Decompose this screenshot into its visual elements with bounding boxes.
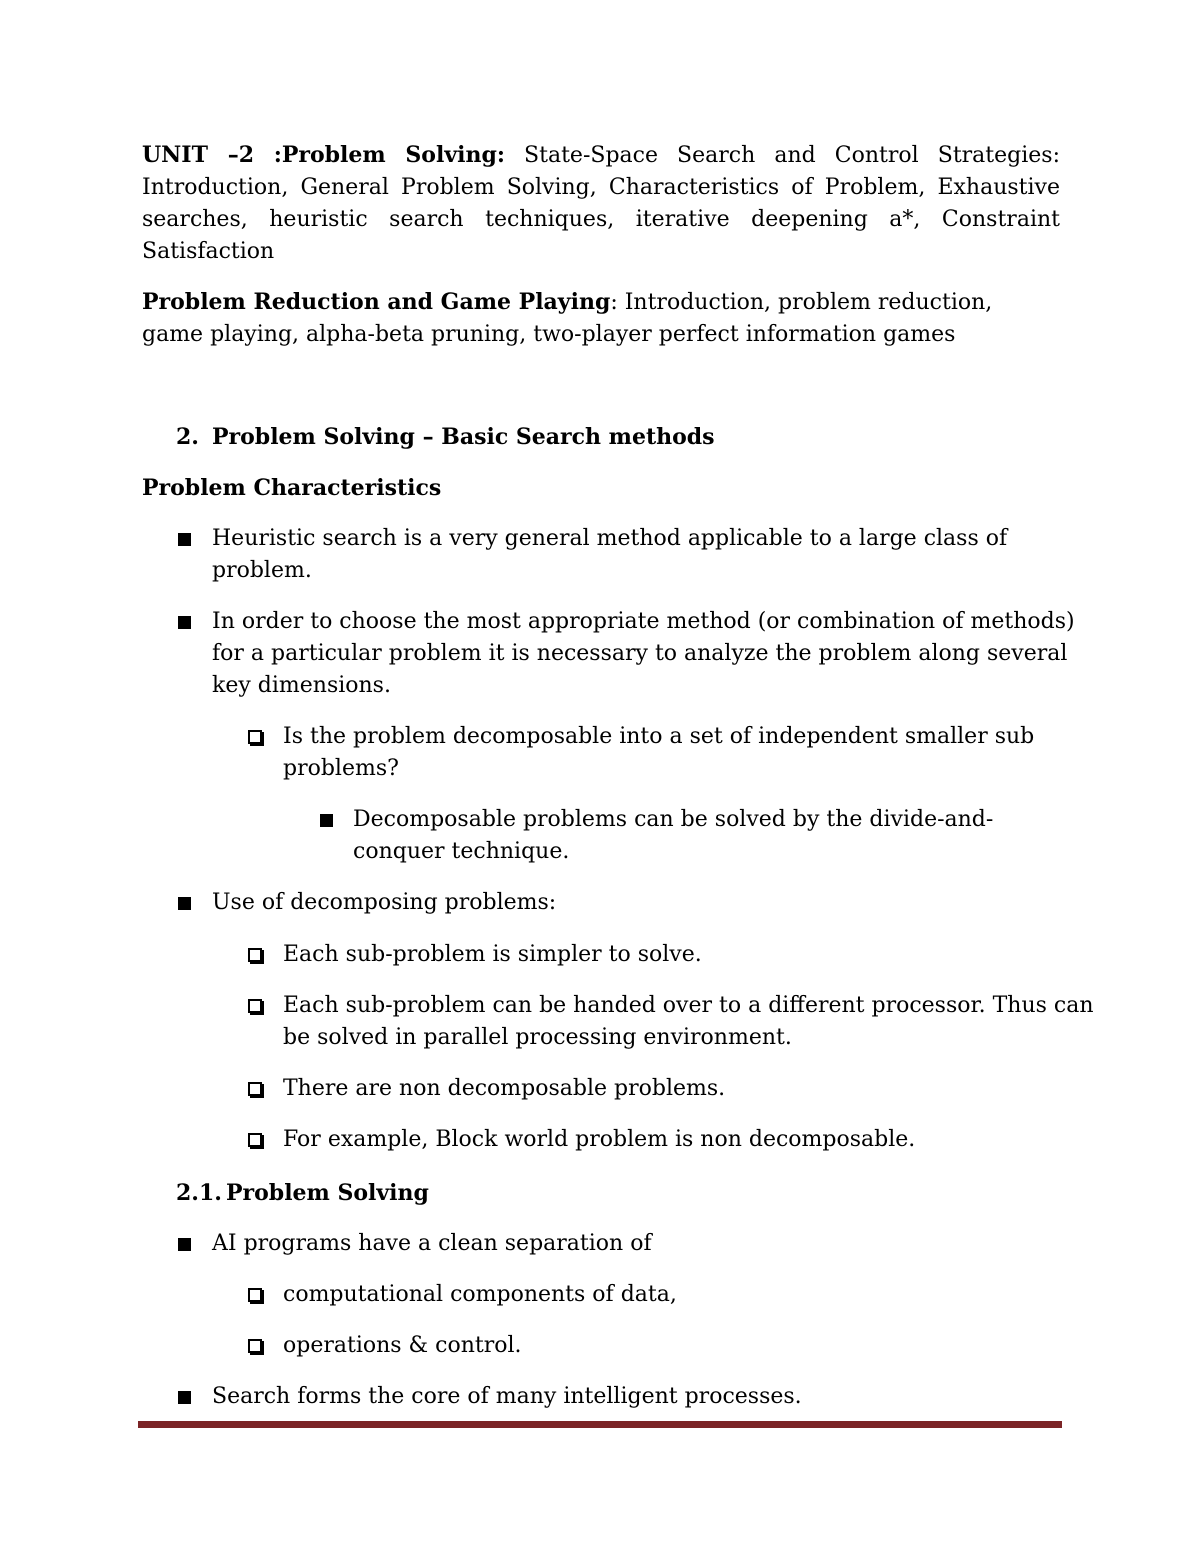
bullet-text: Heuristic search is a very general method applicable to a large class of problem.	[212, 526, 1008, 583]
bullet-text: operations & control.	[283, 1333, 522, 1358]
bullet-item	[176, 1381, 1092, 1413]
square-bullet-icon	[318, 804, 338, 836]
bullet-text: Use of decomposing problems:	[212, 890, 557, 915]
sub-bullet-item	[246, 1073, 1103, 1105]
sub-bullet-item	[246, 721, 1103, 785]
unit-overview-line-3: searches, heuristic search techniques, iterative deepening a*, Constraint	[142, 207, 1060, 232]
square-bullet-icon	[176, 523, 196, 555]
square-bullet-icon	[176, 1381, 196, 1413]
checkbox-bullet-icon	[246, 1279, 266, 1311]
bullet-item	[176, 606, 1092, 702]
bullet-text: Each sub-problem is simpler to solve.	[283, 942, 702, 967]
section-2-1-number: 2.1.	[176, 1180, 222, 1206]
square-bullet-icon	[176, 1228, 196, 1260]
reduction-overview-paragraph	[142, 286, 1060, 351]
bullet-text: Decomposable problems can be solved by the divide-and-conquer technique.	[353, 807, 994, 864]
reduction-text: : Introduction, problem reduction, game playing, alpha-beta pruning, two-player perfect information games	[142, 290, 993, 347]
bullet-text: Search forms the core of many intelligent processes.	[212, 1384, 802, 1409]
checkbox-bullet-icon	[246, 1330, 266, 1362]
sub-bullet-item	[246, 939, 1103, 971]
sub-bullet-item	[246, 1330, 1103, 1362]
bullet-text: For example, Block world problem is non decomposable.	[283, 1127, 916, 1152]
sub-bullet-item	[246, 1124, 1103, 1156]
sub-bullet-item	[246, 1279, 1103, 1311]
section-2-heading	[176, 421, 715, 453]
section-2-1-title: Problem Solving	[226, 1180, 429, 1206]
square-bullet-icon	[176, 887, 196, 919]
sub-sub-bullet-item	[318, 804, 1073, 868]
sub-bullet-item	[246, 990, 1103, 1054]
unit-overview-paragraph	[142, 139, 1060, 268]
footer-divider-rule	[138, 1421, 1062, 1428]
bullet-item	[176, 1228, 1092, 1260]
checkbox-bullet-icon	[246, 721, 266, 753]
section-2-title: Problem Solving – Basic Search methods	[212, 424, 715, 450]
unit-label: UNIT –2 :Problem Solving:	[142, 142, 505, 168]
bullet-item	[176, 887, 1092, 919]
section-2-1-heading	[176, 1177, 429, 1209]
bullet-text: Each sub-problem can be handed over to a different processor. Thus can be solved in parallel processing environment.	[283, 993, 1094, 1050]
bullet-text: computational components of data,	[283, 1282, 677, 1307]
bullet-text: In order to choose the most appropriate method (or combination of methods) for a particular problem it is necessary to analyze the problem along several key dimensions.	[212, 609, 1075, 698]
section-2-number: 2.	[176, 424, 199, 450]
problem-characteristics-heading: Problem Characteristics	[142, 475, 442, 501]
checkbox-bullet-icon	[246, 990, 266, 1022]
bullet-text: Is the problem decomposable into a set of independent smaller sub problems?	[283, 724, 1035, 781]
unit-overview-line-4: Satisfaction	[142, 239, 275, 264]
unit-topic-text: State-Space Search and Control Strategies:	[504, 143, 1060, 168]
bullet-item	[176, 523, 1092, 587]
checkbox-bullet-icon	[246, 1124, 266, 1156]
unit-overview-line-1	[142, 139, 1060, 172]
bullet-text: There are non decomposable problems.	[283, 1076, 726, 1101]
checkbox-bullet-icon	[246, 1073, 266, 1105]
square-bullet-icon	[176, 606, 196, 638]
reduction-label: Problem Reduction and Game Playing	[142, 289, 611, 315]
bullet-text: AI programs have a clean separation of	[212, 1231, 652, 1256]
unit-overview-line-2: Introduction, General Problem Solving, Characteristics of Problem, Exhaustive	[142, 175, 1060, 200]
checkbox-bullet-icon	[246, 939, 266, 971]
